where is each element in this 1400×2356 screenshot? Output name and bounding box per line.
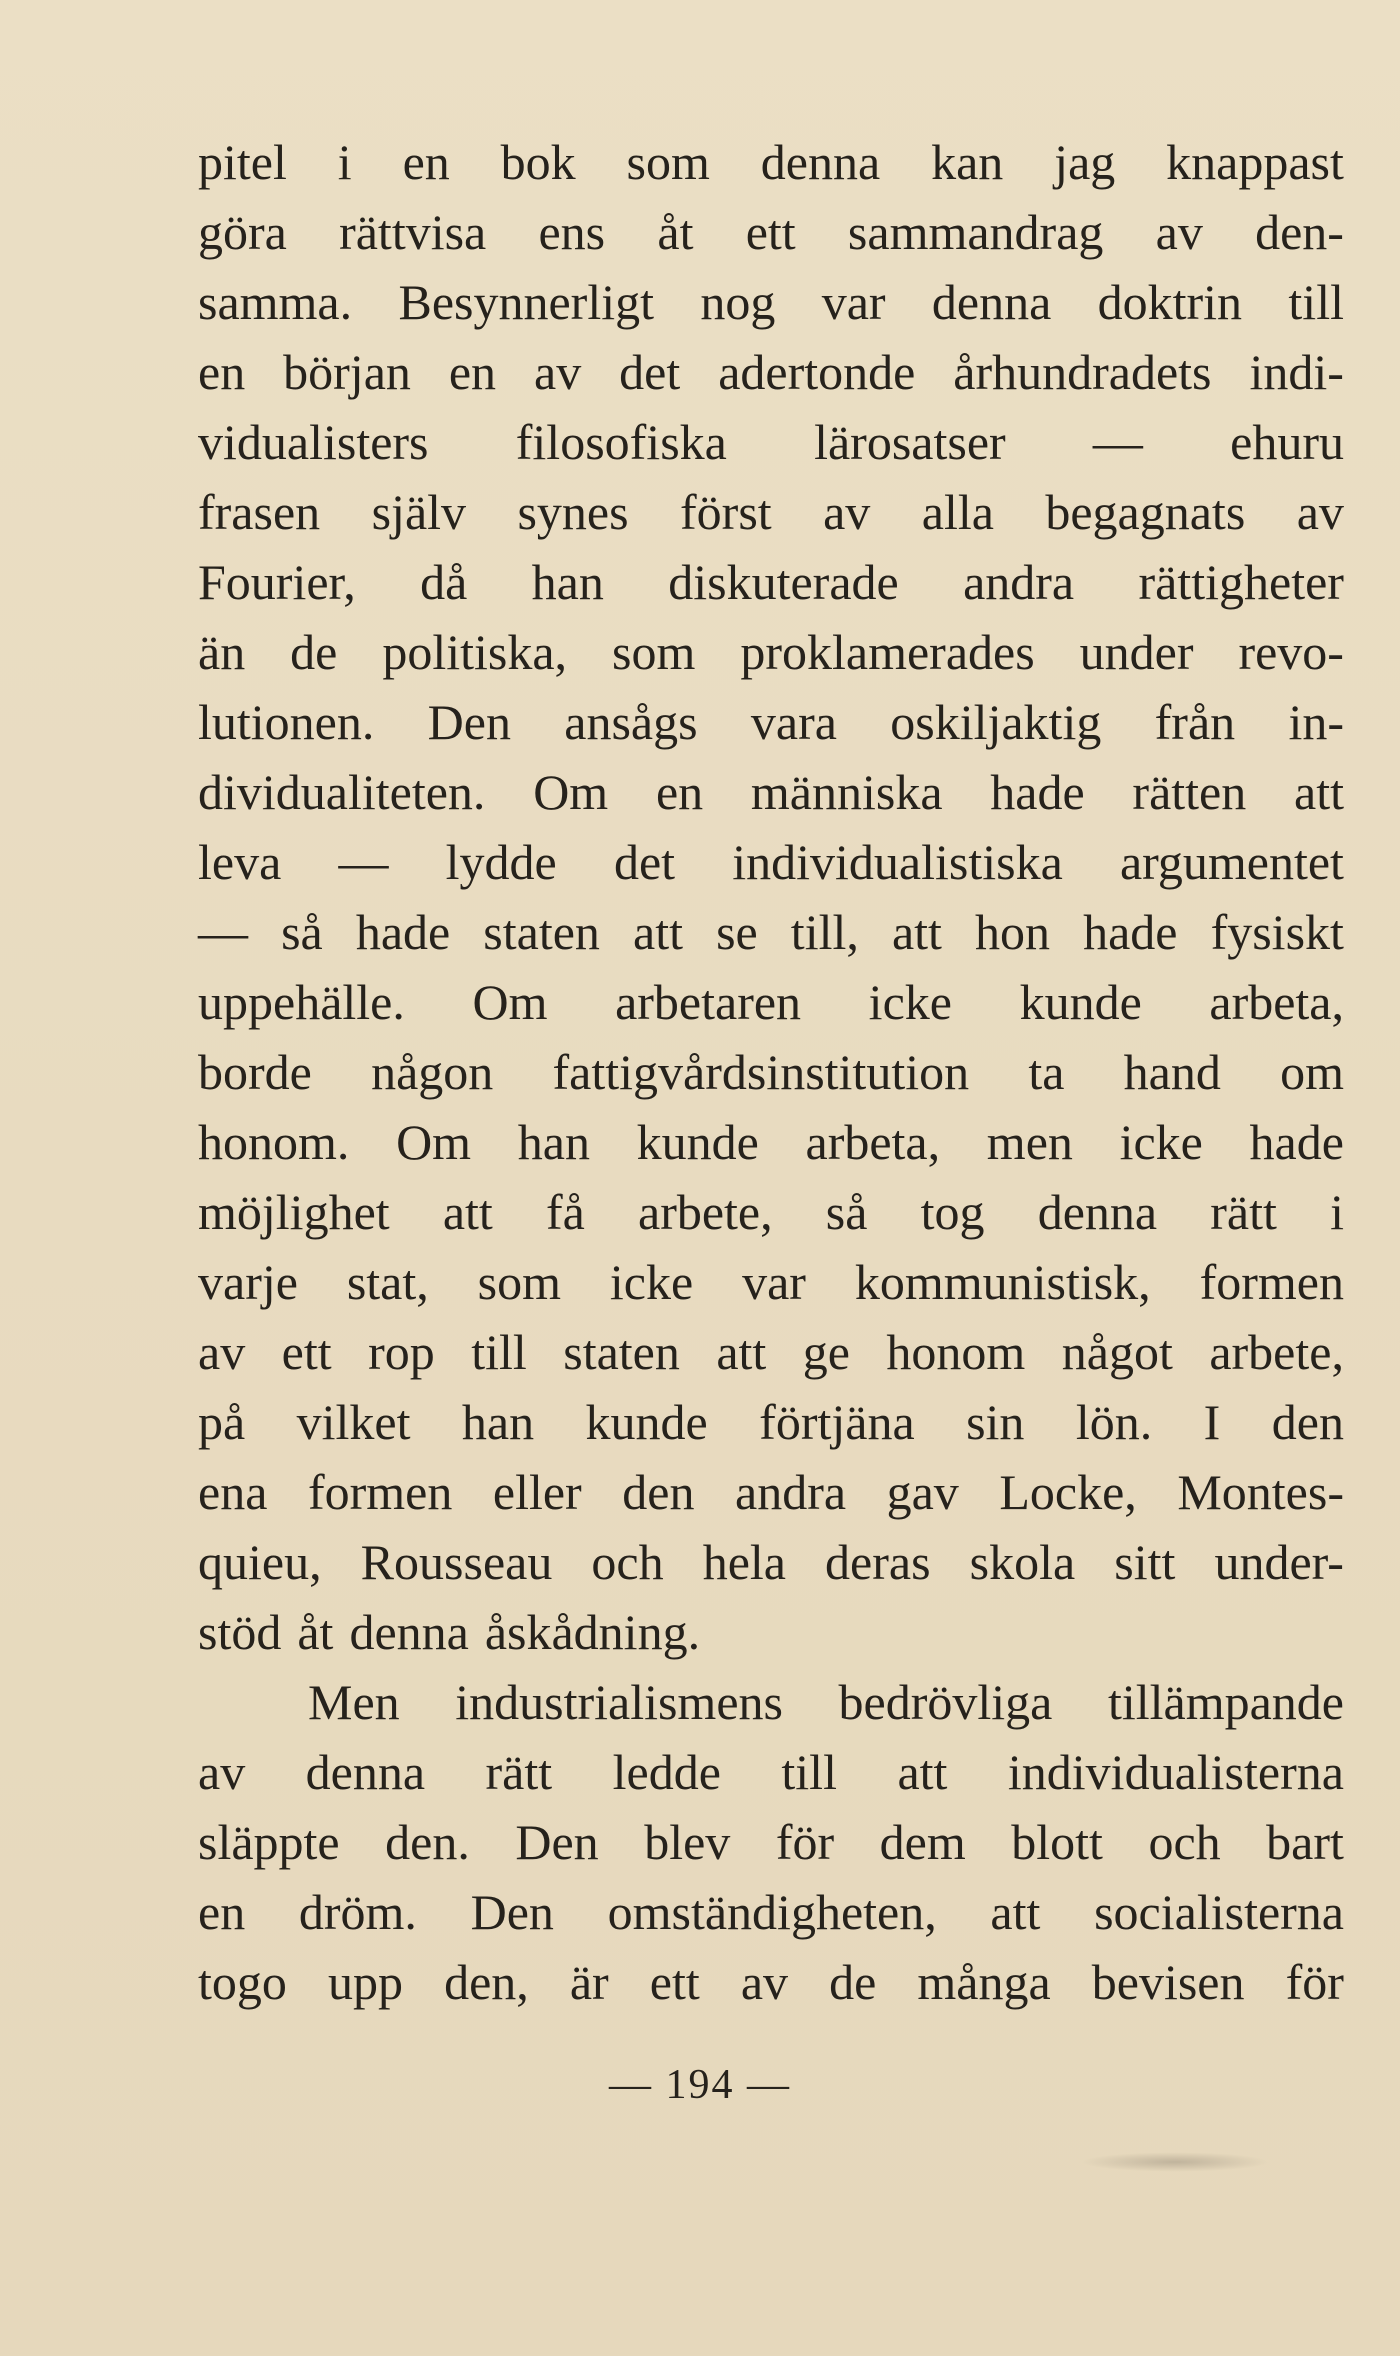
text-line: släppte den. Den blev för dem blott och bart <box>198 1814 1344 1870</box>
text-line: varje stat, som icke var kommunistisk, formen <box>198 1254 1344 1310</box>
text-line: borde någon fattigvårdsinstitution ta hand om <box>198 1044 1344 1100</box>
text-line: samma. Besynnerligt nog var denna doktrin till <box>198 274 1344 330</box>
text-line: av denna rätt ledde till att individualisterna <box>198 1744 1344 1800</box>
text-line: uppehälle. Om arbetaren icke kunde arbeta, <box>198 974 1344 1030</box>
text-line: göra rättvisa ens åt ett sammandrag av den- <box>198 204 1344 260</box>
text-line: möjlighet att få arbete, så tog denna rätt i <box>198 1184 1344 1240</box>
text-line: en början en av det adertonde århundradets indi- <box>198 344 1344 400</box>
body-text <box>198 127 1344 2017</box>
text-line: dividualiteten. Om en människa hade rätten att <box>198 764 1344 820</box>
text-line: stöd åt denna åskådning. <box>198 1604 701 1660</box>
text-line: en dröm. Den omständigheten, att socialisterna <box>198 1884 1344 1940</box>
text-line: än de politiska, som proklamerades under revo- <box>198 624 1344 680</box>
text-line: vidualisters filosofiska lärosatser — ehuru <box>198 414 1344 470</box>
text-line: pitel i en bok som denna kan jag knappast <box>198 134 1344 190</box>
text-line: honom. Om han kunde arbeta, men icke hade <box>198 1114 1344 1170</box>
paper-smudge <box>1080 2152 1270 2172</box>
text-line: av ett rop till staten att ge honom något arbete, <box>198 1324 1344 1380</box>
text-line: Men industrialismens bedrövliga tillämpande <box>308 1674 1344 1730</box>
text-line: frasen själv synes först av alla begagnats av <box>198 484 1344 540</box>
text-line: Fourier, då han diskuterade andra rättigheter <box>198 554 1344 610</box>
page-number: — 194 — <box>609 2062 791 2108</box>
text-line: — så hade staten att se till, att hon hade fysiskt <box>198 904 1344 960</box>
text-line: på vilket han kunde förtjäna sin lön. I den <box>198 1394 1344 1450</box>
text-line: lutionen. Den ansågs vara oskiljaktig från in- <box>198 694 1344 750</box>
text-line: leva — lydde det individualistiska argumentet <box>198 834 1344 890</box>
text-line: togo upp den, är ett av de många bevisen för <box>198 1954 1344 2010</box>
text-line: ena formen eller den andra gav Locke, Montes- <box>198 1464 1344 1520</box>
text-line: quieu, Rousseau och hela deras skola sitt under- <box>198 1534 1344 1590</box>
